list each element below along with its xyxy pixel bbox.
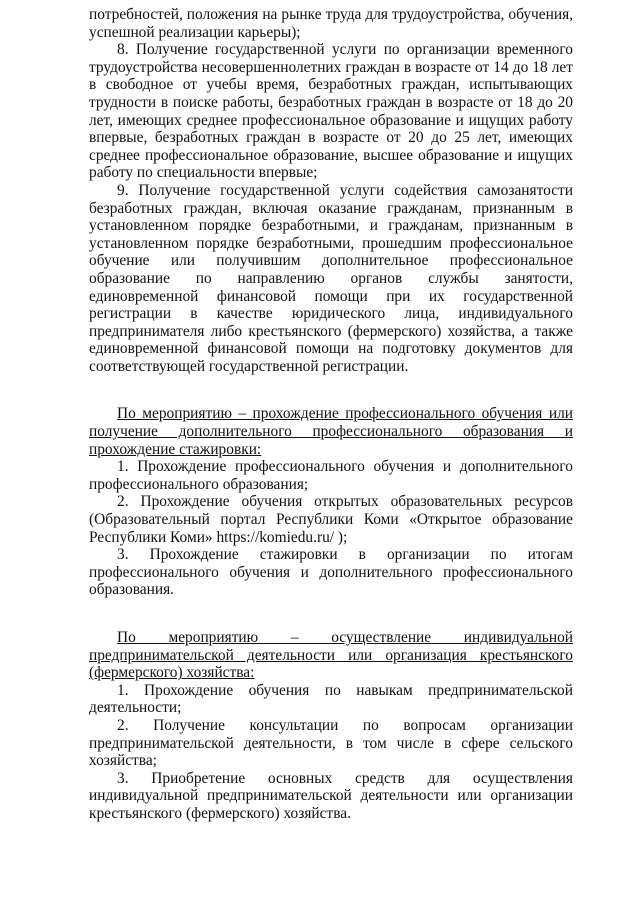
document-body [89, 6, 573, 823]
list-item: 2. Получение консультации по вопросам организации предпринимательской деятельности, в том числе в сфере сельского хозяйства; [89, 716, 573, 770]
list-item: 1. Прохождение профессионального обучения и дополнительного профессионального образования; [89, 458, 573, 493]
continuation-paragraph: потребностей, положения на рынке труда для трудоустройства, обучения, успешной реализации карьеры); [89, 6, 573, 41]
section-heading-business: По мероприятию – осуществление индивидуальной предпринимательской деятельности или организация крестьянского (фермерского) хозяйства: [89, 629, 573, 682]
list-item: 3. Приобретение основных средств для осуществления индивидуальной предпринимательской деятельности или организации крестьянского (фермерского) хозяйства. [89, 769, 573, 822]
spacer [89, 599, 573, 629]
section-heading-training: По мероприятию – прохождение профессионального обучения или получение дополнительного профессионального образования и прохождение стажировки: [89, 405, 573, 458]
list-item: 1. Прохождение обучения по навыкам предпринимательской деятельности; [89, 681, 573, 717]
list-item: 8. Получение государственной услуги по организации временного трудоустройства несовершеннолетних граждан в возрасте от 14 до 18 лет в свободное от учебы время, безработных граждан, испытывающих трудности в поиске работы, безработных граждан в возрасте от 18 до 20 лет, имеющих среднее профессиональное образование и ищущих работу впервые, безработных граждан в возрасте от 20 до 25 лет, имеющих среднее профессиональное образование, высшее образование и ищущих работу по специальности впервые; [89, 41, 573, 182]
list-item: 3. Прохождение стажировки в организации по итогам профессионального обучения и дополнительного профессионального образования. [89, 546, 573, 599]
list-item: 2. Прохождение обучения открытых образовательных ресурсов (Образовательный портал Республики Коми «Открытое образование Республики Коми» https://komiedu.ru/ ); [89, 493, 573, 546]
spacer [89, 375, 573, 405]
list-item: 9. Получение государственной услуги содействия самозанятости безработных граждан, включая оказание гражданам, признанным в установленном порядке безработными, и гражданам, признанным в установленном порядке безработными, прошедшим профессиональное обучение или получившим дополнительное профессиональное образование по направлению органов службы занятости, единовременной финансовой помощи при их государственной регистрации в качестве юридического лица, индивидуального предпринимателя либо крестьянского (фермерского) хозяйства, а также единовременной финансовой помощи на подготовку документов для соответствующей государственной регистрации. [89, 181, 573, 375]
